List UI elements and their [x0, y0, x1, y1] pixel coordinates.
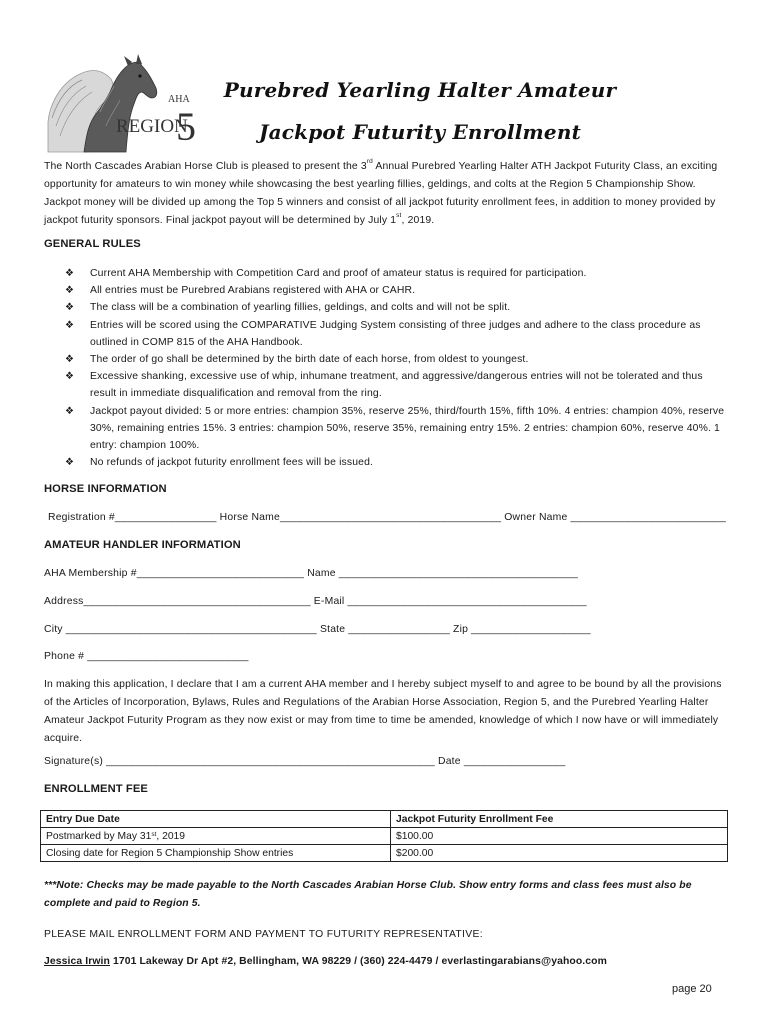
page-title-line1: Purebred Yearling Halter Amateur [223, 78, 617, 102]
diamond-bullet-icon: ❖ [65, 285, 75, 297]
rule-item [64, 282, 728, 299]
table-cell [41, 828, 391, 845]
amateur-handler-heading: AMATEUR HANDLER INFORMATION [44, 539, 241, 551]
enrollment-fee-table [40, 810, 728, 862]
rule-text: Jackpot payout divided: 5 or more entries: champion 35%, reserve 25%, third/fourth 15%, fifth 10%. 4 entries: champion 40%, reserve 30%, remaining entries 15%. 3 entries: champion 50%, reserve 35%, remaining entry 15%. 2 entries: champion 60%, reserve 40%. 1 entry: champion 100%. [90, 405, 725, 452]
mail-instruction: PLEASE MAIL ENROLLMENT FORM AND PAYMENT TO FUTURITY REPRESENTATIVE: [44, 929, 483, 940]
diamond-bullet-icon: ❖ [65, 319, 75, 331]
intro-text-c: , 2019. [401, 215, 435, 226]
horse-information-fields[interactable]: Registration #_________________ Horse Name_____________________________________ Owner Name __________________________ [48, 512, 726, 523]
due-date-sup: st [151, 831, 157, 838]
rule-text: Entries will be scored using the COMPARATIVE Judging System consisting of three judges and adhere to the class procedure as outlined in COMP 815 of the AHA Handbook. [90, 319, 701, 348]
representative-name: Jessica Irwin [44, 956, 110, 967]
diamond-bullet-icon: ❖ [65, 457, 75, 469]
diamond-bullet-icon: ❖ [65, 302, 75, 314]
table-row [41, 845, 728, 862]
page-number: page 20 [672, 983, 712, 995]
rule-text: Current AHA Membership with Competition Card and proof of amateur status is required for participation. [90, 268, 587, 279]
rule-item [64, 351, 728, 368]
rule-text: The order of go shall be determined by the birth date of each horse, from oldest to youngest. [90, 354, 529, 366]
intro-text-a: The North Cascades Arabian Horse Club is pleased to present the 3 [44, 161, 367, 172]
page-title-line2: Jackpot Futurity Enrollment [258, 120, 582, 144]
address-email-fields[interactable]: Address______________________________________ E-Mail ________________________________________ [44, 596, 587, 607]
general-rules-heading: GENERAL RULES [44, 238, 141, 250]
table-header-cell: Entry Due Date [41, 811, 391, 828]
diamond-bullet-icon: ❖ [65, 354, 75, 366]
rule-text: No refunds of jackpot futurity enrollment fees will be issued. [90, 457, 374, 469]
rule-text: The class will be a combination of yearling fillies, geldings, and colts and will not be split. [90, 302, 511, 314]
rule-text: All entries must be Purebred Arabians registered with AHA or CAHR. [90, 285, 416, 297]
intro-sup-a: rd [366, 158, 373, 165]
representative-contact [44, 956, 607, 967]
intro-sup-b: st [396, 212, 402, 219]
representative-details: 1701 Lakeway Dr Apt #2, Bellingham, WA 98229 / (360) 224-4479 / everlastingarabians@yahoo.com [110, 956, 607, 967]
rule-item [64, 317, 728, 351]
intro-text-b: Annual Purebred Yearling Halter ATH Jackpot Futurity Class, an exciting opportunity for amateurs to win money while showcasing the best yearling fillies, geldings, and colts at the Region 5 Championship Show. Jackpot money will be divided up among the Top 5 winners and consist of all jackpot futurity enrollment fees, in addition to money provided by jackpot futurity sponsors. Final jackpot payout will be determined by July 1 [44, 161, 718, 226]
table-cell: $200.00 [391, 845, 728, 862]
intro-paragraph [44, 158, 728, 230]
diamond-bullet-icon: ❖ [65, 371, 75, 383]
rule-item [64, 403, 728, 455]
rule-item [64, 454, 728, 471]
city-state-zip-fields[interactable]: City __________________________________________ State _________________ Zip ____________________ [44, 624, 591, 635]
rule-item [64, 368, 728, 402]
table-cell: Closing date for Region 5 Championship Show entries [41, 845, 391, 862]
signature-date-fields[interactable]: Signature(s) _______________________________________________________ Date _________________ [44, 756, 566, 767]
table-cell: $100.00 [391, 828, 728, 845]
phone-field[interactable]: Phone # ___________________________ [44, 651, 249, 662]
general-rules-list [64, 265, 728, 471]
table-header-row [41, 811, 728, 828]
logo-region-text: REGION [116, 116, 188, 137]
rule-item [64, 299, 728, 316]
diamond-bullet-icon: ❖ [65, 405, 75, 417]
payment-note: ***Note: Checks may be made payable to the North Cascades Arabian Horse Club. Show entry forms and class fees must also be complete and paid to Region 5. [44, 880, 692, 909]
declaration-paragraph: In making this application, I declare that I am a current AHA member and I hereby subject myself to and agree to be bound by all the provisions of the Articles of Incorporation, Bylaws, Rules and Regulations of the Arabian Horse Association, Region 5, and the Purebred Yearling Halter Amateur Jackpot Futurity Program as they now exist or may from time to time be amended, knowledge of which I now have or will immediately acquire. [44, 679, 722, 744]
table-row [41, 828, 728, 845]
rule-item [64, 265, 728, 282]
due-date-text: Postmarked by May 31 [46, 831, 152, 842]
logo-aha-text: AHA [168, 94, 190, 105]
aha-membership-name-fields[interactable]: AHA Membership #____________________________ Name ________________________________________ [44, 568, 578, 579]
due-date-year: , 2019 [156, 831, 186, 842]
diamond-bullet-icon: ❖ [65, 268, 75, 279]
rule-text: Excessive shanking, excessive use of whip, inhumane treatment, and aggressive/dangerous entries will not be tolerated and thus result in immediate disqualification and removal from the ring. [90, 371, 703, 400]
enrollment-fee-heading: ENROLLMENT FEE [44, 783, 148, 795]
table-header-cell: Jackpot Futurity Enrollment Fee [391, 811, 728, 828]
horse-information-heading: HORSE INFORMATION [44, 483, 167, 495]
logo-region-number: 5 [176, 104, 196, 149]
